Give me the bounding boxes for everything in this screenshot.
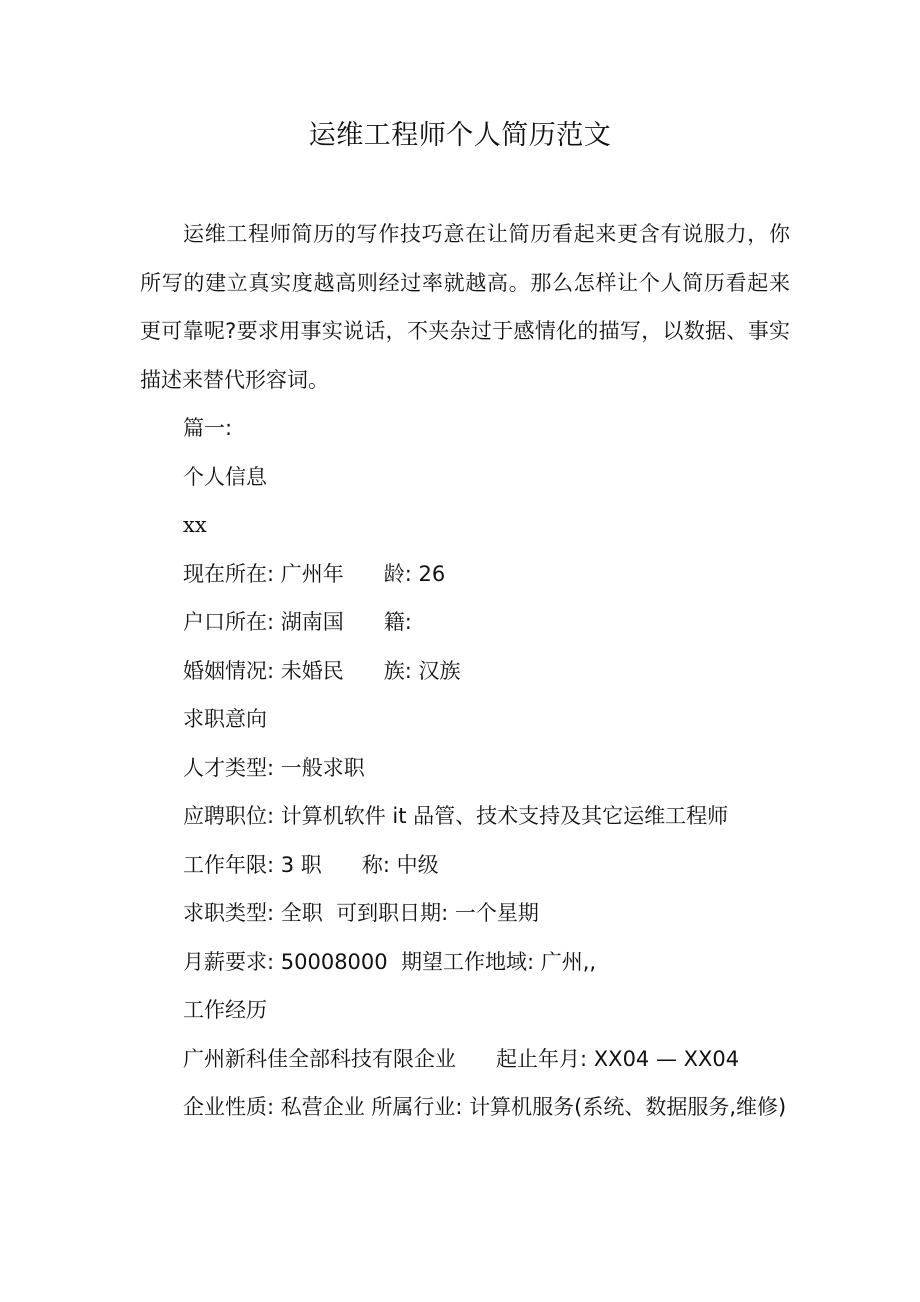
heading-job-intention: 求职意向	[183, 707, 267, 731]
section-label-part-one: 篇一:	[183, 416, 233, 440]
salary-location-line: 月薪要求: 50008000 期望工作地域: 广州,,	[183, 949, 597, 974]
job-type-line: 求职类型: 全职 可到职日期: 一个星期	[183, 901, 539, 925]
location-age-line: 现在所在: 广州年 龄: 26	[183, 561, 446, 586]
talent-type-line: 人才类型: 一般求职	[183, 755, 365, 780]
hukou-nationality-line: 户口所在: 湖南国 籍:	[183, 610, 412, 634]
marital-ethnicity-line: 婚姻情况: 未婚民 族: 汉族	[183, 658, 461, 683]
position-line: 应聘职位: 计算机软件 it 品管、技术支持及其它运维工程师	[183, 804, 729, 828]
years-title-line: 工作年限: 3 职 称: 中级	[183, 852, 439, 877]
document-title: 运维工程师个人简历范文	[308, 120, 612, 151]
intro-paragraph: 运维工程师简历的写作技巧意在让简历看起来更含有说服力，你所写的建立真实度越高则经过率就越高。那么怎样让个人简历看起来更可靠呢?要求用事实说话，不夹杂过于感情化的描写，以数据、事实描述来替代形容词。	[140, 222, 790, 392]
name-value: xx	[183, 513, 207, 537]
company-period-line: 广州新科佳全部科技有限企业 起止年月: XX04 — XX04	[183, 1046, 740, 1071]
heading-work-experience: 工作经历	[183, 998, 267, 1022]
heading-personal-info: 个人信息	[183, 464, 267, 489]
company-nature-industry-paragraph: 企业性质: 私营企业 所属行业: 计算机服务(系统、数据服务,维修)	[183, 1095, 787, 1119]
document-body	[140, 210, 790, 1132]
